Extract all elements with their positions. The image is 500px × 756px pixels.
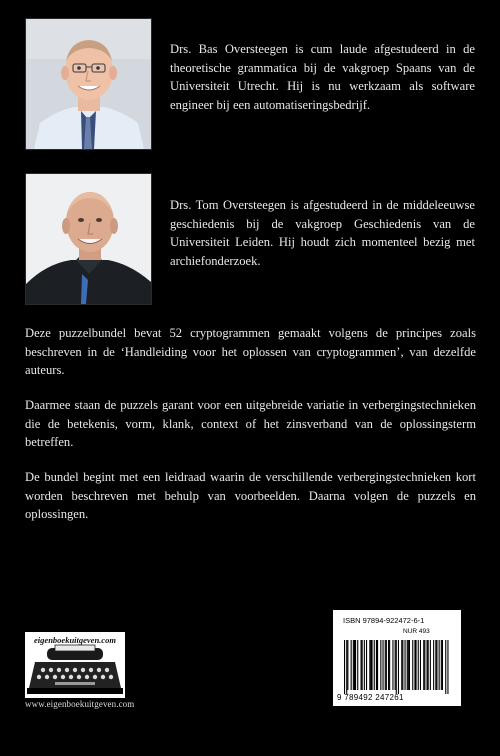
publisher-url: www.eigenboekuitgeven.com xyxy=(25,699,135,709)
barcode-bar xyxy=(347,640,348,690)
barcode-bar xyxy=(369,640,370,690)
barcode-bar xyxy=(430,640,431,690)
author-bio-bas: Drs. Bas Oversteegen is cum laude afgestudeerd in de theoretische grammatica bij de vakgroep Spaans van de Universiteit Utrecht. Hij is nu werkzaam als software engineer bij een automatiseringsbedrijf. xyxy=(170,42,475,112)
barcode-bar xyxy=(361,640,362,690)
barcode-bar xyxy=(374,640,375,690)
barcode-bar xyxy=(364,640,365,690)
barcode-bar xyxy=(408,640,409,690)
description-paragraph-3: De bundel begint met een leidraad waarin de verschillende verbergingstechnieken kort worden beschreven met behulp van voorbeelden. Daarna volgen de puzzels en oplossingen. xyxy=(25,470,476,521)
barcode-bar xyxy=(412,640,413,690)
barcode-bar xyxy=(385,640,386,690)
isbn-barcode xyxy=(333,610,461,706)
barcode-bar xyxy=(433,640,434,690)
barcode-bar xyxy=(344,640,345,694)
barcode-bar xyxy=(353,640,354,690)
barcode-bar xyxy=(388,640,389,690)
barcode-bar xyxy=(424,640,425,690)
barcode-bar xyxy=(416,640,417,690)
barcode-bar xyxy=(409,640,410,690)
barcode-bar xyxy=(395,640,396,690)
barcode-bar xyxy=(398,640,399,694)
barcode-bar xyxy=(441,640,442,690)
barcode-bar xyxy=(354,640,355,690)
barcode-bar xyxy=(427,640,428,690)
author-photo-tom xyxy=(25,173,152,305)
barcode-bar xyxy=(396,640,397,694)
barcode-digits: 9 789492 247261 xyxy=(337,693,404,702)
barcode-bar xyxy=(383,640,384,690)
barcode-bar xyxy=(414,640,415,690)
barcode-bar xyxy=(407,640,408,690)
barcode-bar xyxy=(418,640,419,690)
barcode-bar xyxy=(357,640,358,690)
barcode-bar xyxy=(447,640,448,694)
author-portrait-icon xyxy=(26,19,151,149)
barcode-bar xyxy=(392,640,393,690)
barcode-bar xyxy=(401,640,402,690)
author-photo-bas xyxy=(25,18,152,150)
barcode-bar xyxy=(370,640,371,690)
author-bio-tom: Drs. Tom Oversteegen is afgestudeerd in de middeleeuwse geschiedenis bij de vakgroep Geschiedenis van de Universiteit Leiden. Hij houdt zich momenteel bezig met archiefonderzoek. xyxy=(170,198,475,268)
isbn-number: ISBN 97894-922472-6-1 xyxy=(343,616,425,625)
barcode-bar xyxy=(386,640,387,690)
barcode-bar xyxy=(362,640,363,690)
barcode-bar xyxy=(442,640,443,690)
barcode-bar xyxy=(435,640,436,690)
typewriter-icon xyxy=(25,632,125,698)
publisher-logo xyxy=(25,632,125,698)
barcode-bar xyxy=(376,640,377,690)
barcode-bar xyxy=(402,640,403,690)
barcode-bar xyxy=(372,640,373,690)
barcode-bar xyxy=(445,640,446,694)
barcode-bar xyxy=(428,640,429,690)
barcode-bar xyxy=(420,640,421,690)
description-paragraph-2: Daarmee staan de puzzels garant voor een uitgebreide variatie in verbergingstechnieken die de betekenis, vorm, klank, context of het zinsverband van de oplossingsterm betreffen. xyxy=(25,398,476,449)
barcode-bar xyxy=(346,640,347,694)
barcode-bar xyxy=(380,640,381,690)
publisher-logo-text: eigenboekuitgeven.com xyxy=(34,635,116,645)
barcode-bar xyxy=(423,640,424,690)
barcode-bar xyxy=(351,640,352,690)
barcode-bars-icon xyxy=(342,640,452,694)
barcode-bar xyxy=(366,640,367,690)
barcode-bar xyxy=(355,640,356,690)
description-paragraph-1: Deze puzzelbundel bevat 52 cryptogrammen gemaakt volgens de principes zoals beschreven in de ‘Handleiding voor het oplossen van cryptogrammen’, van dezelfde auteurs. xyxy=(25,326,476,377)
barcode-bar xyxy=(389,640,390,690)
barcode-bar xyxy=(439,640,440,690)
nur-code: NUR 493 xyxy=(403,628,430,635)
barcode-bar xyxy=(405,640,406,690)
author-portrait-icon xyxy=(26,174,151,304)
barcode-bar xyxy=(377,640,378,690)
barcode-bar xyxy=(436,640,437,690)
